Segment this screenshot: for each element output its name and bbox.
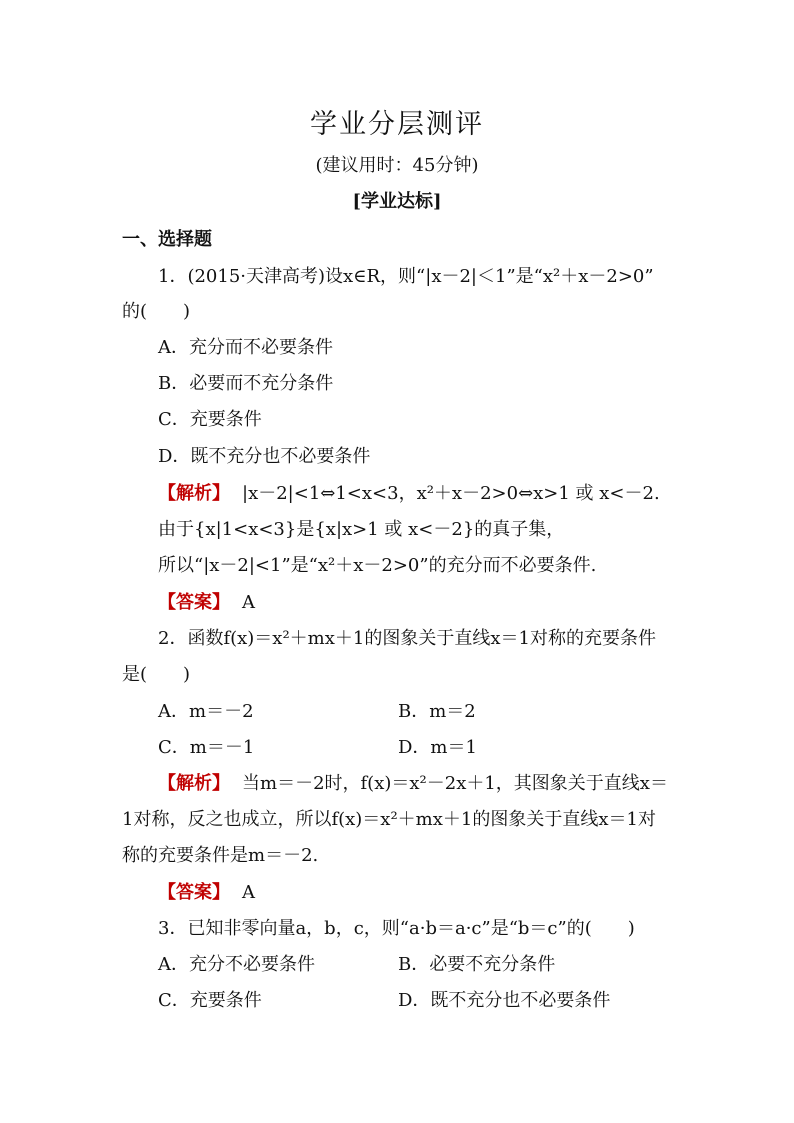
q2-option-b: B．m＝2 (398, 701, 476, 722)
q2-answer: A (242, 882, 255, 903)
q1-stem-line1: 1．(2015·天津高考)设x∈R，则“|x－2|＜1”是“x²＋x－2>0” (158, 266, 654, 287)
q1-analysis-row (158, 482, 660, 506)
q2-option-c: C．m＝－1 (158, 737, 255, 758)
q2-analysis-line1: 当m＝－2时，f(x)＝x²－2x＋1，其图象关于直线x＝ (242, 773, 668, 794)
q2-stem-line2: 是( ) (122, 664, 191, 685)
section-label: [学业达标] (352, 191, 442, 212)
q2-answer-row (158, 881, 255, 905)
q1-option-a: A．充分而不必要条件 (158, 337, 333, 358)
q1-analysis-line1: |x－2|<1⇔1<x<3，x²＋x－2>0⇔x>1 或 x<－2. (242, 483, 660, 504)
q3-option-c: C．充要条件 (158, 990, 262, 1011)
q1-option-b: B．必要而不充分条件 (158, 373, 334, 394)
q2-stem-line1: 2．函数f(x)＝x²＋mx＋1的图象关于直线x＝1对称的充要条件 (158, 628, 656, 649)
q2-answer-tag: 【答案】 (158, 882, 230, 903)
q1-analysis-tag: 【解析】 (158, 483, 230, 504)
page-title: 学业分层测评 (310, 109, 484, 140)
q2-analysis-line2: 1对称，反之也成立，所以f(x)＝x²＋mx＋1的图象关于直线x＝1对 (122, 809, 656, 830)
q1-analysis-line2: 由于{x|1<x<3}是{x|x>1 或 x<－2}的真子集， (158, 519, 565, 540)
q1-option-c: C．充要条件 (158, 409, 262, 430)
q2-option-d: D．m＝1 (398, 737, 477, 758)
suggested-time: (建议用时：45分钟) (315, 155, 479, 176)
q3-option-a: A．充分不必要条件 (158, 954, 315, 975)
q1-answer: A (242, 592, 255, 613)
q1-stem-line2: 的( ) (122, 301, 191, 322)
q1-answer-row (158, 591, 255, 615)
q2-analysis-line3: 称的充要条件是m＝－2. (122, 845, 319, 866)
part-heading: 一、选择题 (122, 229, 212, 250)
q1-analysis-line3: 所以“|x－2|<1”是“x²＋x－2>0”的充分而不必要条件. (158, 555, 597, 576)
q3-option-d: D．既不充分也不必要条件 (398, 990, 611, 1011)
q1-option-d: D．既不充分也不必要条件 (158, 446, 371, 467)
q2-analysis-tag: 【解析】 (158, 773, 230, 794)
q3-stem-line1: 3．已知非零向量a，b，c，则“a·b＝a·c”是“b＝c”的( ) (158, 918, 635, 939)
q2-option-a: A．m＝－2 (158, 701, 254, 722)
q3-option-b: B．必要不充分条件 (398, 954, 556, 975)
q2-analysis-row (158, 772, 668, 796)
q1-answer-tag: 【答案】 (158, 592, 230, 613)
